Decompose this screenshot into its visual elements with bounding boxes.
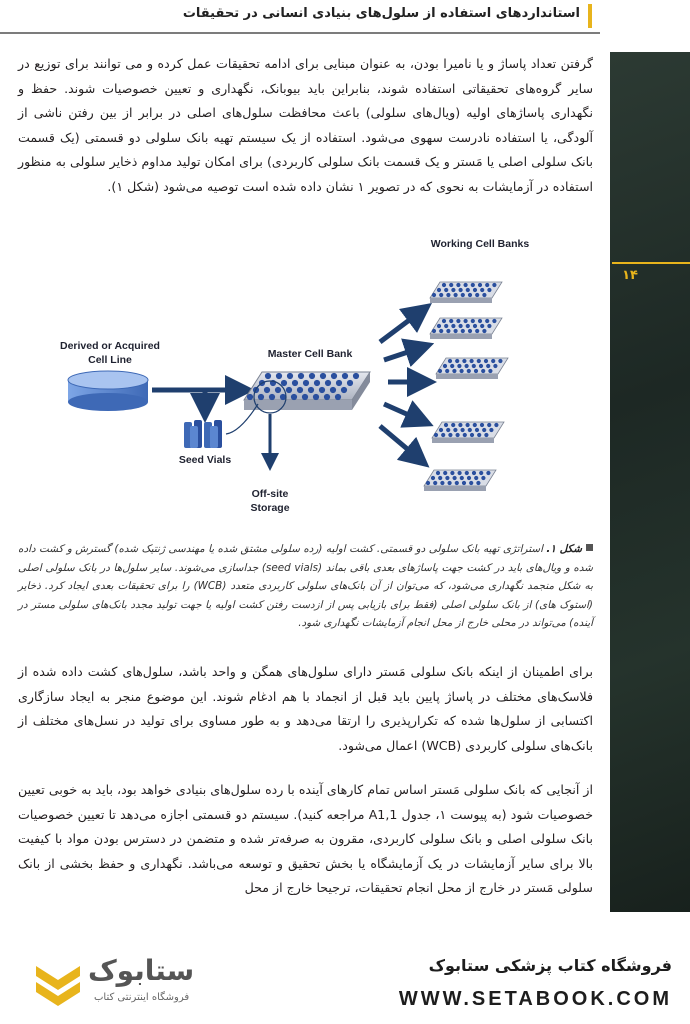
well-dot [313, 394, 319, 400]
well-dot [297, 387, 303, 393]
arrow-to-wcb-1 [380, 312, 420, 342]
running-header [0, 0, 600, 34]
well-dot [258, 394, 264, 400]
well-dot [265, 373, 271, 379]
well-dot [320, 373, 326, 379]
well-dot [319, 387, 325, 393]
logo-tagline: فروشگاه اینترنتی کتاب [94, 992, 190, 1003]
page-number: ۱۴ [622, 268, 638, 283]
paragraph-3: از آنجایی که بانک سلولی مَستر اساس تمام کارهای آینده با رده سلول‌های بنیادی خواهد بود، باید به خوبی تعیین خصوصیات شود (به پیوست ۱، جدول A1,1 مراجعه کنید). سیستم دو قسمتی اجازه می‌دهد تا تعیین خصوصیات بانک سلولی اصلی و بانک سلولی کاربردی، مقرون به صرفه‌تر شده و متضمن در دسترس بودن مواد با کیفیت بالا برای سایر آزمایشات در یک آزمایشگاه یا بخش تحقیق و توسعه می‌باشد. نگهداری و حفظ بخشی از بانک سلولی مَستر در خارج از محل انجام تحقیقات، ترجیحا خارج از محل [18, 782, 594, 895]
well-dot [269, 394, 275, 400]
well-dot [325, 380, 331, 386]
footer-shop-name: فروشگاه کتاب پزشکی ستابوک [428, 956, 672, 975]
footer-url[interactable]: WWW.SETABOOK.COM [398, 988, 672, 1010]
figure-caption [18, 540, 593, 633]
well-dot [353, 373, 359, 379]
arrow-to-wcb-5 [380, 426, 418, 458]
seed-vials-icon [184, 420, 222, 448]
well-dot [264, 387, 270, 393]
well-dot [331, 373, 337, 379]
well-dot [280, 394, 286, 400]
well-dot [308, 387, 314, 393]
well-dot [276, 373, 282, 379]
arrow-to-wcb-2 [384, 348, 420, 360]
well-dot [336, 380, 342, 386]
label-seed-vials: Seed Vials [178, 454, 232, 466]
paragraph-2: برای اطمینان از اینکه بانک سلولی مَستر دارای سلول‌های همگن و واحد باشد، سلول‌های کشت داده شده از فلاسک‌های مختلف در پاساژ پایین باید قبل از انجماد با هم ادغام شوند. این موضوع منجر به ایجاد سازگاری اکتسابی از سلول‌ها شده که تکرارپذیری را ارتقا می‌دهد و به طور مساوی برای تولید در نسل‌های مختلف از بانک‌های سلولی کاربردی (WCB) اعمال می‌شود. [18, 664, 593, 753]
well-dot [335, 394, 341, 400]
well-dot [303, 380, 309, 386]
caption-bullet-icon [586, 544, 593, 551]
well-dot [330, 387, 336, 393]
footer-banner [0, 940, 690, 1024]
arrow-to-wcb-4 [384, 404, 420, 420]
label-derived-line2: Cell Line [88, 354, 132, 366]
label-working-cell-banks: Working Cell Banks [430, 238, 530, 250]
culture-dish-icon [68, 371, 148, 411]
working-cell-bank-tray [436, 358, 508, 379]
well-dot [302, 394, 308, 400]
well-dot [298, 373, 304, 379]
label-offsite-line1: Off-site [251, 488, 289, 500]
working-cell-bank-tray [430, 282, 502, 303]
figure-diagram [0, 232, 600, 532]
well-dot [342, 373, 348, 379]
logo-wordmark: ستابوک [88, 954, 195, 987]
sidebar-accent-line [612, 262, 690, 264]
master-cell-bank-icon [244, 372, 370, 413]
well-dot [247, 394, 253, 400]
header-title: استانداردهای استفاده از سلول‌های بنیادی انسانی در تحقیقات [182, 6, 580, 21]
caption-text: استراتژی تهیه بانک سلولی دو قسمتی. کشت اولیه (رده سلولی مشتق شده یا مهندسی ژنتیک شده) گسترش و کشت داده شده و ویال‌های باید در کشت جهت پاساژهای بعدی باقی بماند (seed vials) جداسازی می‌شوند. سایر سلول‌ها در بانک سلولی اصلی به شکل منجمد نگهداری می‌شود، که می‌توان از آن بانک‌های سلولی کاربردی متعدد (WCB) را برای تحقیقات بعدی ایجاد کرد. ذخایر (استوک‌ های) از بانک سلولی اصلی (فقط برای بازیابی پس از ازدست رفتن کشت اولیه یا جهت تولید مجدد بانک‌های سلولی مستر در آینده) می‌تواند در محلی خارج از محل انجام آزمایشات نگهداری شود. [18, 543, 594, 630]
header-accent-bar [588, 4, 592, 28]
well-dot [341, 387, 347, 393]
setabook-logo [30, 954, 280, 1014]
well-dot [324, 394, 330, 400]
working-cell-bank-tray [430, 318, 502, 339]
well-dot [291, 394, 297, 400]
working-cell-bank-tray [424, 470, 496, 491]
label-offsite-line2: Storage [250, 502, 290, 514]
well-dot [275, 387, 281, 393]
well-dot [314, 380, 320, 386]
working-cell-bank-trays [424, 282, 508, 491]
figure-cell-bank-strategy [0, 232, 600, 532]
well-dot [347, 380, 353, 386]
decorative-sidebar [610, 52, 690, 912]
well-dot [281, 380, 287, 386]
label-derived-line1: Derived or Acquired [60, 340, 160, 352]
label-master-cell-bank: Master Cell Bank [267, 348, 353, 360]
caption-lead: شکل ۱. [546, 543, 582, 555]
well-dot [286, 387, 292, 393]
well-dot [287, 373, 293, 379]
well-dot [292, 380, 298, 386]
working-cell-bank-tray [432, 422, 504, 443]
logo-chevrons-icon [30, 956, 86, 1012]
paragraph-1: گرفتن تعداد پاساژ و یا نامیرا بودن، به عنوان مبنایی برای ادامه تحقیقات عمل کرده و می توانند برای توزیع در سایر گروه‌های تحقیقاتی استفاده شوند، بنابراین باید بیوبانک، نگهداری و تعیین خصوصیات شوند. حفظ و نگهداری پاساژهای اولیه (ویال‌های سلولی) باعث محافظت سلول‌های اصلی در برابر از بین رفتن ناشی از آلودگی، یا استفاده نادرست سهوی می‌شود. استفاده از یک سیستم تهیه بانک سلولی دو قسمتی (یک قسمت بانک سلولی اصلی یا مَستر و یک قسمت بانک سلولی کاربردی) برای امکان تولید مداوم ذخایر سلولی به منظور استفاده در آزمایشات به نحوی که در تصویر ۱ نشان داده شده است توصیه می‌شود (شکل ۱). [18, 56, 593, 194]
well-dot [309, 373, 315, 379]
